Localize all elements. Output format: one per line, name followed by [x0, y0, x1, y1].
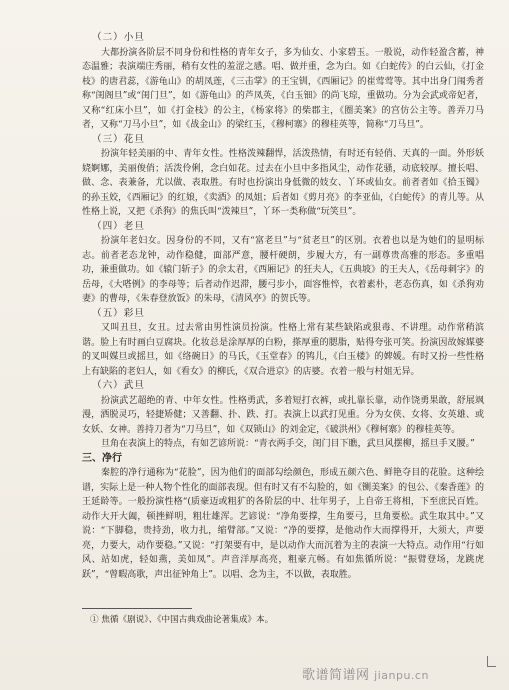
paragraph-xiaodan: 大都扮演各阶层不同身份和性格的青年女子，多为仙女、小家碧玉。一般说，动作轻盈含蓄，神态温雅；表演端庄秀丽，稍有女性的羞涩之感。唱、做并重，念为白。如《白蛇传》的白云仙，《打金枝》的唐君蕊，《游龟山》的胡凤莲，《三击掌》的王宝钏，《西厢记》的崔莺莺等。其中出身门闱秀者称“闺阁旦”或“闺门旦”，如《游龟山》的芦凤英，《白玉钿》的尚飞琼，重做功。分为会武或帝妃者，又称“红床小旦”，如《打金枝》的公主，《杨家将》的柴郡主，《圈美案》的宫仿公主等。善弄刀马者，又称“刀马小旦”，如《战金山》的梁红玉，《穆柯寨》的穆桂英等，简称“刀马旦”。 [82, 47, 484, 130]
paragraph-jingxing: 秦腔的净行通称为“花脸”，因为他们的面部勾绘颜色，形成五颜六色、鲜艳夺目的花脸。这种绘谱，实际上是一种人物个性化的面部表现。但有时又有不勾脸的，如《铡美案》的包公、《秦香莲》的王延龄等。一般扮演性格“(质豪迈或粗犷的各阶层的中、壮年男子，上自帝王将相，下至庶民百姓。动作大开大阖，顿挫鲜明，粗壮雄浑。艺谚说：“净角要撑，生角要弓，旦角要松。武生取其中。”又说：“下脚稳，贵持劲，收力扎，缩臂部。”又说：“净的要撑，是他动作大而撑得开，大须大，声要亮，力要大，动作要稳。”又说：“打架要有中，是以动作大而沉着为主的表演一大特点。动作用“行如风、站如虎，轻如燕，美如凤”。声音洋厚高亮，粗豪亢畅。有如焦循所说：“振臂登场，龙跳虎跃”，“曾暇高歌，声出征钟角上”。以唱、念为主，不以做，表取胜。 [82, 468, 484, 580]
paragraph-caidan: 又叫丑旦，女丑。过去常由男性演员扮演。性格上常有某些缺陷或狠毒、不讲理。动作常稍滨谐。脸上有时画白豆腐块。化妆总是涂厚厚的白粉，搽厚重的腮脂，贴得夸张可笑。扮演因故嫁媒婆的叉叫媒旦或摇旦，如《络碗日》的马氏，《玉堂春》的鸨儿，《白玉楼》的婢媛。有时又扮一些性格上有缺陷的老妇人，如《看女》的柳氏，《双合进京》的店婆。衣着一般与村姐无异。 [82, 323, 484, 377]
paragraph-dan-summary: 旦角在表演上的特点，有如艺谚所说：“青衣两手交，闺门目下瞧，武旦风摆柳，摇旦手叉腰。” [101, 439, 475, 449]
site-watermark [302, 664, 429, 683]
footnote: ① 焦循《剧说》、《中国古典戏曲论著集成》本。 [90, 615, 274, 625]
paragraph-huadan: 扮演年轻美丽的中、青年女性。性格泼辣翻悍，活泼热情，有时还有轻俏、天真的一面。外形妖娆婀娜，美丽俊俏；活泼伶俐，念白如花。过去在小旦中多指风尘，动作花骚，动底较厚。擅长唱、做、念、表兼备，尤以做、表取胜。有时也扮演出身低微的妓女、丫环或仙女。前者者如《拾玉镯》的孙玉姣，《西厢记》的红娘，《卖酒》的凤姐；后者如《剪月亮》的李亚仙，《白蛇传》的青儿等。从性格上说，又把《杀狗》的焦氏叫“泼辣旦”，丫环一类称做“玩笑旦”。 [82, 149, 484, 217]
section-heading-xiaodan: （二）小旦 [92, 32, 145, 43]
section-heading-jingxing: 三、净行 [82, 452, 122, 464]
footnote-rule [82, 608, 192, 609]
section-heading-wudan: （六）武旦 [92, 380, 145, 391]
watermark-site-name: 歌谱简谱网 [302, 668, 370, 683]
section-heading-caidan: （五）彩旦 [92, 307, 145, 319]
watermark-url: jianpu.cn [374, 669, 429, 682]
page-corner-mark [487, 656, 496, 667]
section-heading-huadan: （三）花旦 [92, 133, 145, 145]
page-body [82, 31, 484, 582]
section-heading-laodan: （四）老旦 [92, 220, 145, 232]
paragraph-wudan: 扮演武艺超绝的青、中年女性。性格勇武，多着短打衣裤，或扎靠长靠，动作饶勇果敢，舒展飒漫，洒脱灵巧，轻捷矫健；又善翻、扑、跌、打。表演上以武打见重。分为女侠、女将、女英雄、或女妖、女神。善持刀者为“刀马旦”，如《双锁山》的刘金定，《破洪州》《穆柯寨》的穆桂英等。 [82, 395, 484, 435]
paragraph-laodan: 扮演年老妇女。因身份的不同，又有“富老旦”与“贫老旦”的区别。衣着也以是为她们的显明标志。前者老态龙钟，动作稳健，面部严意，腰杆硬朗，步履大方，有一副尊贵高雅的形态。多重唱功，兼重做功。如《辕门斩子》的佘太君，《西厢记》的狂夫人，《五典坡》的王夫人，《岳母刺字》的岳母，《大嗒例》的李母等；后者动作迟滞，腰弓步小，面容惟悴，衣着素朴，老态伤真，如《杀狗劝妻》的曹母，《朱春登放饭》的朱母，《清风亭》的贺氏等。 [82, 236, 484, 304]
